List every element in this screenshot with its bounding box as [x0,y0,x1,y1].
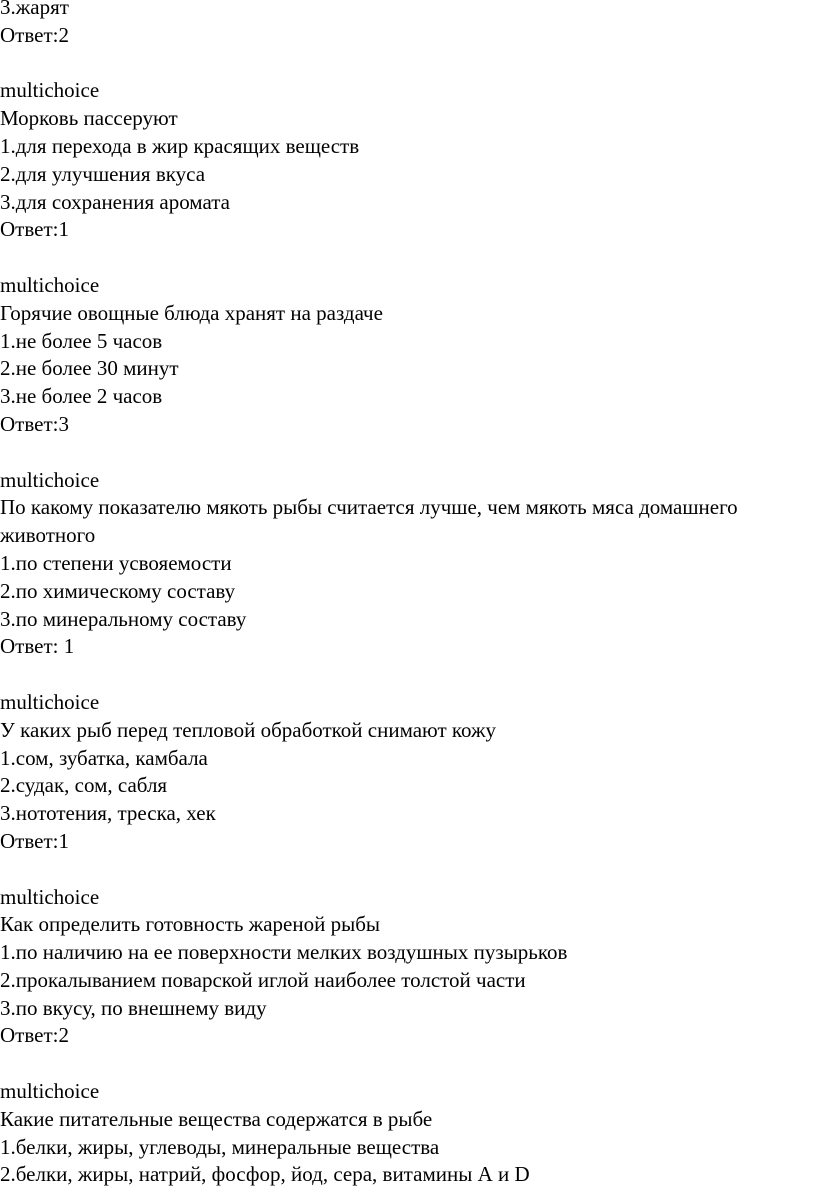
question-text: Горячие овощные блюда хранят на раздаче [0,300,383,325]
answer-option: 3.для сохранения аромата [0,189,230,214]
option-list [0,328,816,411]
paragraph-gap [0,1050,816,1078]
correct-answer: Ответ: 1 [0,634,75,659]
question-list [0,50,816,1190]
question-type: multichoice [0,689,100,714]
answer-option: 2.по химическому составу [0,578,236,603]
answer-option: 2.прокалыванием поварской иглой наиболее толстой части [0,967,526,992]
question-type: multichoice [0,272,100,297]
option-list [0,745,816,828]
question-type: multichoice [0,78,100,103]
option-list [0,550,816,633]
question-type: multichoice [0,884,100,909]
paragraph-gap [0,244,816,272]
answer-option: 1.белки, жиры, углеводы, минеральные вещества [0,1134,440,1159]
paragraph-gap [0,661,816,689]
question-block [0,467,816,662]
intro-answer: Ответ:2 [0,22,69,47]
question-block [0,884,816,1051]
paragraph-gap [0,50,816,78]
correct-answer: Ответ:1 [0,828,69,853]
answer-option: 3.по вкусу, по внешнему виду [0,995,267,1020]
question-text: Как определить готовность жареной рыбы [0,912,381,937]
question-block [0,272,816,439]
question-text: Какие питательные вещества содержатся в рыбе [0,1106,433,1131]
answer-option: 1.для перехода в жир красящих веществ [0,133,360,158]
question-type: multichoice [0,1079,100,1104]
answer-option: 2.не более 30 минут [0,356,179,381]
paragraph-gap [0,439,816,467]
question-text: Морковь пассеруют [0,106,178,131]
intro-option: 3.жарят [0,0,69,19]
answer-option: 3.по минеральному составу [0,606,247,631]
question-block [0,689,816,856]
question-text: По какому показателю мякоть рыбы считается лучше, чем мякоть мяса домашнего животного [0,495,738,548]
answer-option: 1.по наличию на ее поверхности мелких воздушных пузырьков [0,940,568,965]
answer-option: 3.не более 2 часов [0,384,163,409]
answer-option: 2.для улучшения вкуса [0,161,206,186]
question-block [0,77,816,244]
answer-option: 2.белки, жиры, натрий, фосфор, йод, сера, витамины А и D [0,1162,530,1187]
intro-block [0,0,816,50]
answer-option: 1.не более 5 часов [0,328,163,353]
question-type: multichoice [0,467,100,492]
option-list [0,133,816,216]
answer-option: 2.судак, сом, сабля [0,773,168,798]
option-list [0,1134,816,1190]
option-list [0,939,816,1022]
answer-option: 3.нототения, треска, хек [0,801,216,826]
correct-answer: Ответ:1 [0,217,69,242]
correct-answer: Ответ:3 [0,411,69,436]
correct-answer: Ответ:2 [0,1023,69,1048]
answer-option: 1.по степени усвояемости [0,550,232,575]
answer-option: 1.сом, зубатка, камбала [0,745,208,770]
paragraph-gap [0,856,816,884]
question-text: У каких рыб перед тепловой обработкой снимают кожу [0,717,497,742]
question-block [0,1078,816,1189]
